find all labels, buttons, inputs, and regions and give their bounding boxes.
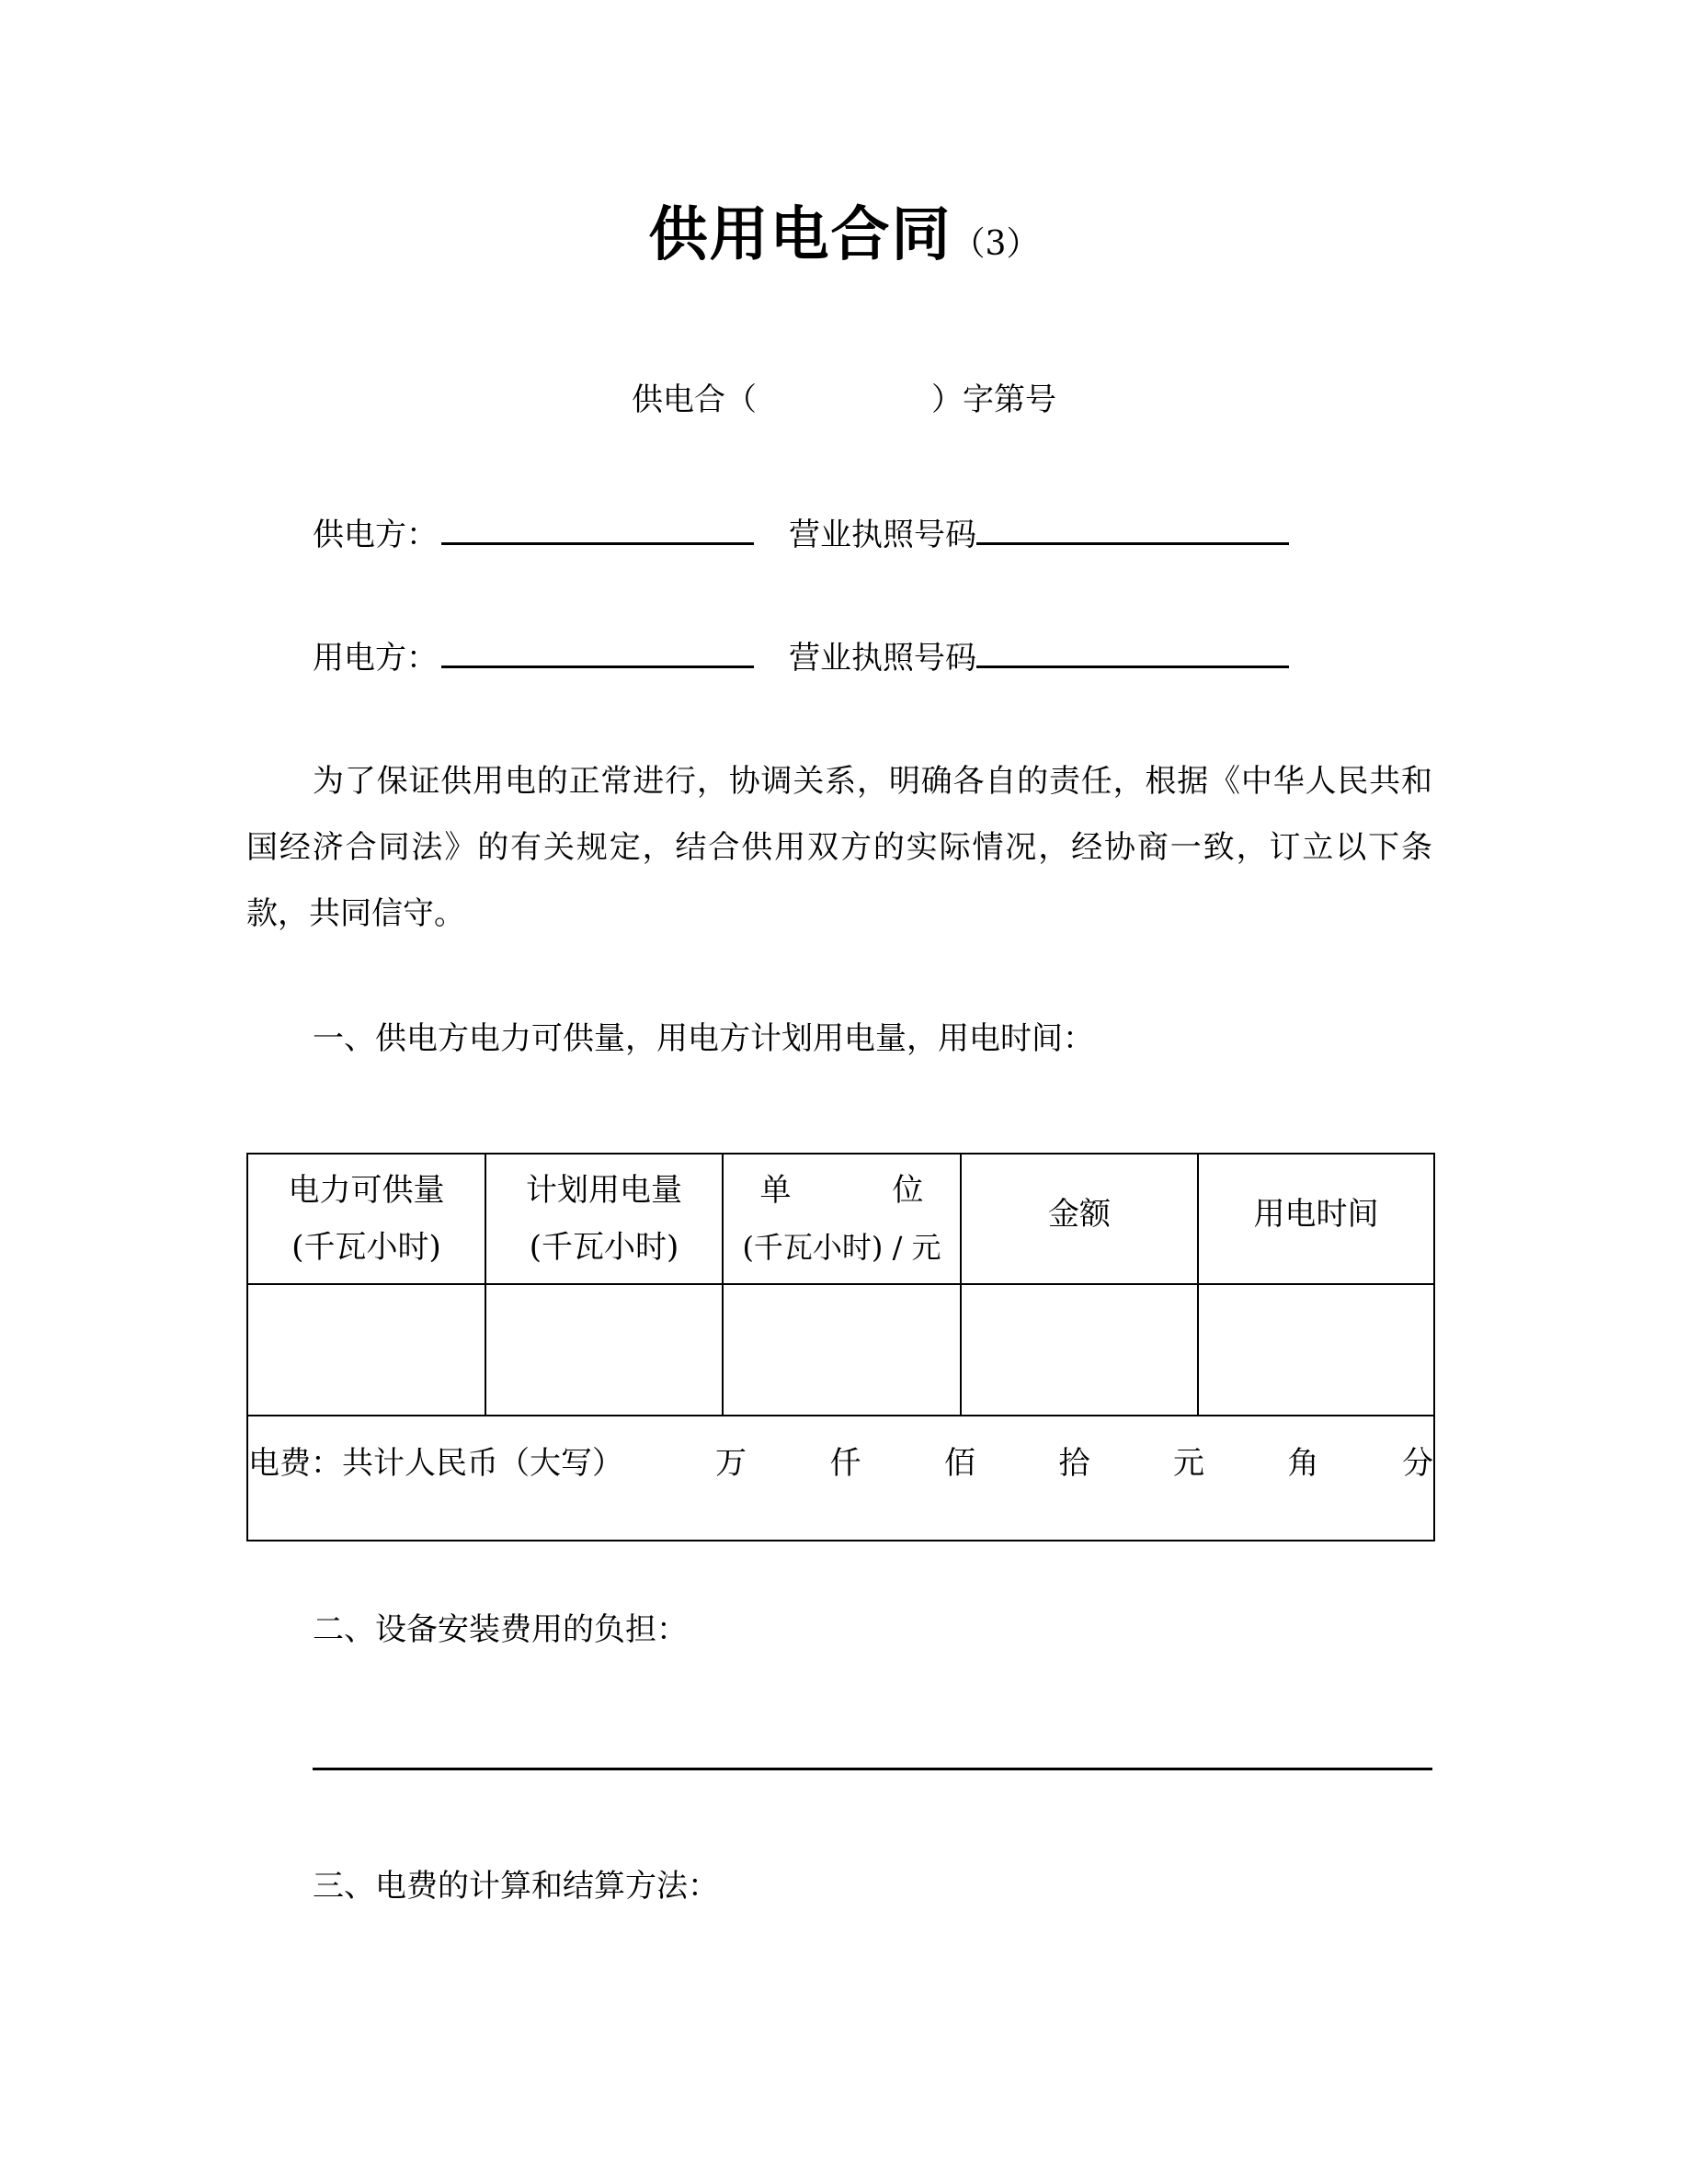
header-planned-usage-title: 计划用电量: [526, 1172, 682, 1209]
total-fee-units: [715, 1435, 1433, 1492]
unit-qian: 仟: [829, 1445, 861, 1482]
section-2-heading: 二、设备安装费用的负担：: [313, 1611, 688, 1648]
power-supply-table: [246, 1153, 1435, 1541]
total-fee-label: 电费：共计人民币（大写）: [248, 1445, 623, 1482]
section-3-heading: 三、电费的计算和结算方法：: [313, 1868, 719, 1905]
contract-number-prefix: 供电合（: [632, 381, 757, 418]
header-amount-title: 金额: [1048, 1196, 1111, 1233]
header-usage-time-title: 用电时间: [1253, 1196, 1379, 1233]
unit-wan: 万: [715, 1445, 747, 1482]
contract-number-suffix: ）字第号: [931, 381, 1056, 418]
header-available-supply-unit: (千瓦小时): [291, 1229, 441, 1266]
table-row: [247, 1284, 1434, 1416]
cell-amount[interactable]: [961, 1284, 1198, 1416]
unit-shi: 拾: [1058, 1445, 1090, 1482]
contract-number-line: [0, 380, 1688, 420]
header-unit-price-unit: (千瓦小时) / 元: [742, 1230, 941, 1265]
supplier-license-field[interactable]: [976, 511, 1289, 545]
cell-unit-price[interactable]: [723, 1284, 961, 1416]
header-planned-usage: [485, 1154, 723, 1284]
section-1-heading: 一、供电方电力可供量，用电方计划用电量，用电时间：: [313, 1020, 1094, 1057]
header-unit-price: [723, 1154, 961, 1284]
unit-bai: 佰: [944, 1445, 975, 1482]
document-title: [0, 200, 1688, 279]
header-unit-price-title: [724, 1162, 960, 1219]
header-available-supply-title: 电力可供量: [288, 1172, 445, 1209]
consumer-party-row: [313, 634, 1289, 678]
cell-available-supply[interactable]: [247, 1284, 485, 1416]
table-header-row: [247, 1154, 1434, 1284]
header-amount: [961, 1154, 1198, 1284]
installation-cost-fill-line[interactable]: [313, 1768, 1432, 1770]
unit-jiao: 角: [1287, 1445, 1319, 1482]
consumer-license-field[interactable]: [976, 634, 1289, 668]
consumer-license-label: 营业执照号码: [789, 640, 976, 677]
consumer-label: 用电方：: [313, 640, 438, 677]
supplier-party-row: [313, 511, 1289, 555]
cell-usage-time[interactable]: [1198, 1284, 1434, 1416]
supplier-label: 供电方：: [313, 517, 438, 553]
table-total-row: [247, 1416, 1434, 1541]
consumer-name-field[interactable]: [441, 634, 754, 668]
unit-fen: 分: [1402, 1445, 1433, 1482]
preamble-paragraph: 为了保证供用电的正常进行，协调关系，明确各自的责任，根据《中华人民共和国经济合同法》的有关规定，结合供用双方的实际情况，经协商一致，订立以下条款，共同信守。: [246, 763, 1432, 932]
supplier-license-label: 营业执照号码: [789, 517, 976, 553]
header-usage-time: [1198, 1154, 1434, 1284]
header-planned-usage-unit: (千瓦小时): [529, 1229, 679, 1266]
header-available-supply: [247, 1154, 485, 1284]
total-fee-cell: [247, 1416, 1434, 1541]
cell-planned-usage[interactable]: [485, 1284, 723, 1416]
header-unit-price-char-2: 位: [892, 1172, 924, 1209]
total-fee-line: [248, 1435, 1433, 1492]
supplier-name-field[interactable]: [441, 511, 754, 545]
title-suffix: （3）: [952, 225, 1040, 263]
title-main: 供用电合同: [648, 201, 952, 269]
header-unit-price-char-1: 单: [759, 1172, 792, 1209]
unit-yuan: 元: [1173, 1445, 1204, 1482]
